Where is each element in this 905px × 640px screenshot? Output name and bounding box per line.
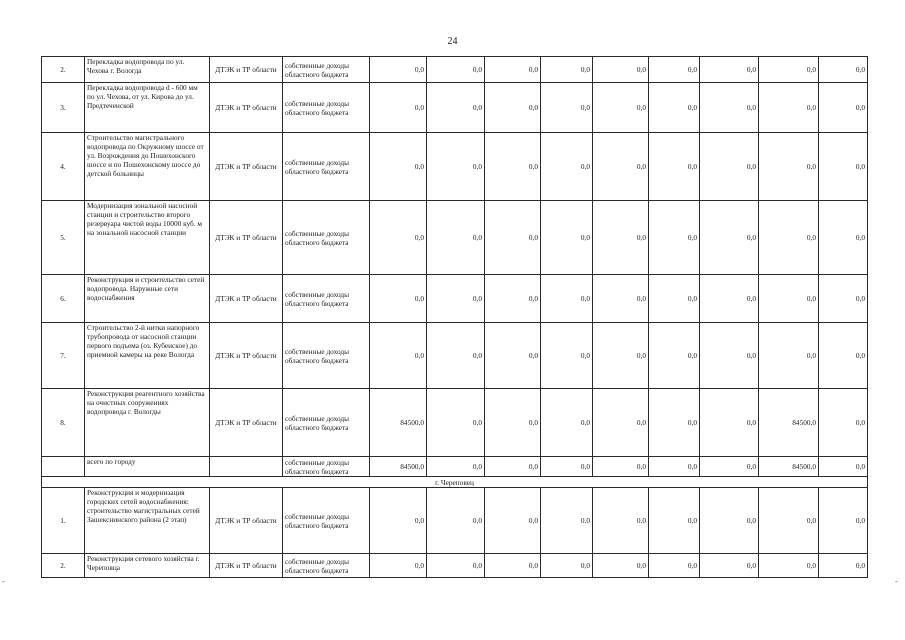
amount-cell: 0,0 [700,389,759,457]
executor: ДТЭК и ТР области [210,201,283,275]
table-row [42,323,868,389]
row-number: 4. [42,133,85,201]
amount-cell: 0,0 [819,554,868,578]
amount-cell: 0,0 [593,133,649,201]
amount-cell: 0,0 [700,83,759,133]
amount-cell: 0,0 [485,201,541,275]
amount-cell: 0,0 [593,323,649,389]
amount-cell: 0,0 [370,488,427,554]
amount-cell: 0,0 [427,389,485,457]
executor: ДТЭК и ТР области [210,83,283,133]
amount-cell: 0,0 [649,201,700,275]
funding-source: собственные доходы областного бюджета [283,554,370,578]
amount-cell: 0,0 [759,83,819,133]
funding-source: собственные доходы областного бюджета [283,83,370,133]
amount-cell: 0,0 [700,323,759,389]
amount-cell: 0,0 [593,201,649,275]
object-name: Реконструкция сетевого хозяйства г. Череповца [85,554,210,578]
amount-cell: 0,0 [759,133,819,201]
amount-cell: 84500,0 [759,457,819,477]
amount-cell: 0,0 [485,323,541,389]
amount-cell: 0,0 [427,201,485,275]
section-city [42,477,868,488]
row-number: 1. [42,488,85,554]
section-header-row [42,477,868,488]
object-name: Строительство 2-й нитки напорного трубопровода от насосной станции первого подъема (оз. Кубенское) до приемной камеры на реке Вологда [85,323,210,389]
amount-cell: 0,0 [541,323,593,389]
budget-table [41,56,868,578]
amount-cell: 0,0 [700,133,759,201]
amount-cell: 0,0 [649,83,700,133]
amount-cell: 0,0 [759,323,819,389]
amount-cell: 0,0 [819,201,868,275]
amount-cell: 0,0 [427,488,485,554]
amount-cell: 0,0 [370,83,427,133]
amount-cell: 0,0 [541,488,593,554]
amount-cell: 0,0 [541,389,593,457]
amount-cell: 0,0 [649,275,700,323]
funding-source: собственные доходы областного бюджета [283,57,370,83]
amount-cell: 84500,0 [370,457,427,477]
amount-cell: 0,0 [819,457,868,477]
amount-cell: 0,0 [759,57,819,83]
executor: ДТЭК и ТР области [210,57,283,83]
amount-cell: 0,0 [649,323,700,389]
row-number [42,457,85,477]
amount-cell: 0,0 [593,83,649,133]
amount-cell: 0,0 [700,57,759,83]
row-number: 2. [42,57,85,83]
amount-cell: 0,0 [700,201,759,275]
section-title: г. Череповец [42,477,868,488]
amount-cell: 0,0 [370,57,427,83]
amount-cell: 0,0 [485,275,541,323]
amount-cell: 0,0 [593,457,649,477]
amount-cell: 0,0 [759,488,819,554]
object-name: Перекладка водопровода по ул. Чехова г. Вологда [85,57,210,83]
funding-source: собственные доходы областного бюджета [283,201,370,275]
funding-source: собственные доходы областного бюджета [283,323,370,389]
amount-cell: 0,0 [819,133,868,201]
funding-source: собственные доходы областного бюджета [283,389,370,457]
amount-cell: 0,0 [700,488,759,554]
amount-cell: 0,0 [649,457,700,477]
amount-cell: 0,0 [427,554,485,578]
object-name: Реконструкция реагентного хозяйства на очистных сооружениях водопровода г. Вологды [85,389,210,457]
funding-source: собственные доходы областного бюджета [283,488,370,554]
amount-cell: 0,0 [593,389,649,457]
amount-cell: 0,0 [485,133,541,201]
executor: ДТЭК и ТР области [210,488,283,554]
amount-cell: 0,0 [427,83,485,133]
amount-cell: 0,0 [759,201,819,275]
amount-cell: 0,0 [485,83,541,133]
row-number: 3. [42,83,85,133]
rows-after [42,488,868,578]
amount-cell: 0,0 [819,83,868,133]
amount-cell: 0,0 [700,554,759,578]
funding-source: собственные доходы областного бюджета [283,133,370,201]
amount-cell: 0,0 [485,389,541,457]
executor: ДТЭК и ТР области [210,133,283,201]
amount-cell: 0,0 [427,57,485,83]
amount-cell: 0,0 [485,457,541,477]
amount-cell: 84500,0 [370,389,427,457]
scan-mark: - [2,577,5,586]
amount-cell: 0,0 [541,83,593,133]
object-name: Перекладка водопровода d - 600 мм по ул. Чехова, от ул. Кирова до ул. Предтеченской [85,83,210,133]
amount-cell: 0,0 [819,488,868,554]
amount-cell: 0,0 [427,133,485,201]
amount-cell: 0,0 [541,457,593,477]
amount-cell: 0,0 [541,133,593,201]
amount-cell: 0,0 [427,457,485,477]
amount-cell: 0,0 [370,275,427,323]
amount-cell: 0,0 [700,457,759,477]
amount-cell: 0,0 [370,133,427,201]
table-row [42,83,868,133]
executor: ДТЭК и ТР области [210,554,283,578]
page-number: 24 [447,36,458,47]
row-number: 8. [42,389,85,457]
amount-cell: 0,0 [427,323,485,389]
table-row [42,488,868,554]
amount-cell: 0,0 [541,57,593,83]
table-row [42,57,868,83]
table-row [42,201,868,275]
amount-cell: 0,0 [541,554,593,578]
row-number: 5. [42,201,85,275]
amount-cell: 0,0 [485,488,541,554]
amount-cell: 0,0 [593,488,649,554]
amount-cell: 0,0 [593,554,649,578]
table-row [42,275,868,323]
amount-cell: 0,0 [649,554,700,578]
row-number: 7. [42,323,85,389]
amount-cell: 0,0 [819,275,868,323]
amount-cell: 0,0 [700,275,759,323]
table-row [42,457,868,477]
executor: ДТЭК и ТР области [210,323,283,389]
table-row [42,389,868,457]
funding-source: собственные доходы областного бюджета [283,457,370,477]
amount-cell: 0,0 [649,57,700,83]
object-name: Реконструкция и модернизация городских сетей водоснабжения: строительство магистральных сетей Зашекснинского района (2 этап) [85,488,210,554]
funding-source: собственные доходы областного бюджета [283,275,370,323]
scan-mark: - [895,577,898,586]
row-number: 6. [42,275,85,323]
amount-cell: 0,0 [485,554,541,578]
rows-before [42,57,868,477]
object-name: Строительство магистрального водопровода по Окружному шоссе от ул. Возрождения до Пошехонского шоссе и по Пошехонскому шоссе до детской больницы [85,133,210,201]
object-name: Модернизация зональной насосной станции и строительство второго резервуара чистой воды 10000 куб. м на зональной насосной станции [85,201,210,275]
table-row [42,554,868,578]
amount-cell: 0,0 [370,201,427,275]
object-name: всего по городу [85,457,210,477]
amount-cell: 0,0 [819,323,868,389]
amount-cell: 0,0 [541,201,593,275]
executor [210,457,283,477]
amount-cell: 0,0 [485,57,541,83]
object-name: Реконструкция и строительство сетей водопровода. Наружные сети водоснабжения [85,275,210,323]
amount-cell: 0,0 [819,389,868,457]
amount-cell: 84500,0 [759,389,819,457]
amount-cell: 0,0 [370,554,427,578]
amount-cell: 0,0 [593,57,649,83]
amount-cell: 0,0 [427,275,485,323]
row-number: 2. [42,554,85,578]
table-row [42,133,868,201]
amount-cell: 0,0 [759,554,819,578]
amount-cell: 0,0 [649,488,700,554]
amount-cell: 0,0 [649,133,700,201]
executor: ДТЭК и ТР области [210,275,283,323]
amount-cell: 0,0 [593,275,649,323]
amount-cell: 0,0 [649,389,700,457]
amount-cell: 0,0 [759,275,819,323]
amount-cell: 0,0 [541,275,593,323]
amount-cell: 0,0 [370,323,427,389]
executor: ДТЭК и ТР области [210,389,283,457]
amount-cell: 0,0 [819,57,868,83]
